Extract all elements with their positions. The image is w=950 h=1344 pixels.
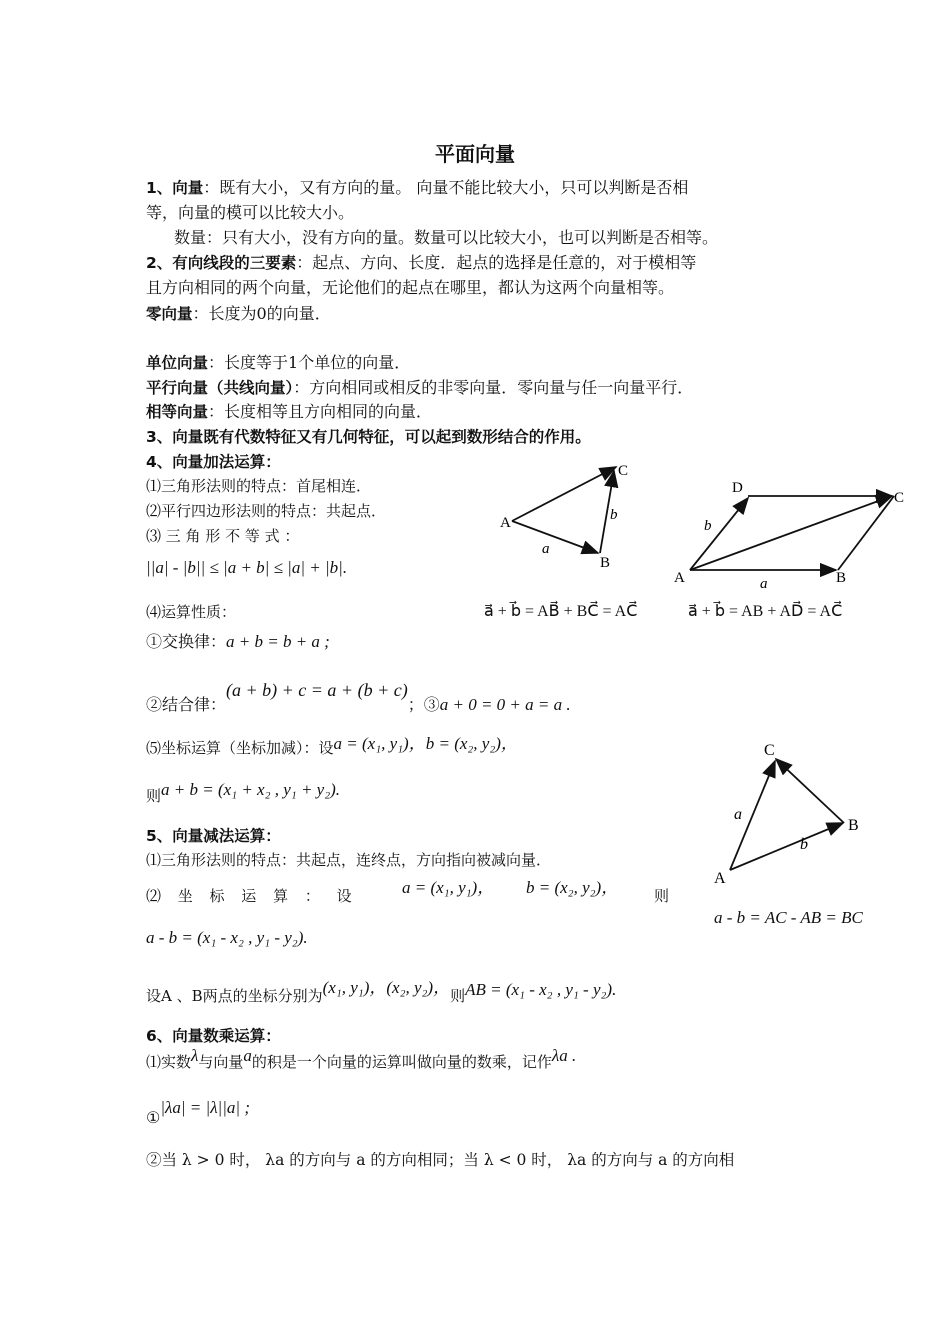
scalar-rule-1 — [146, 1098, 250, 1130]
parallelogram-rule-figure — [670, 478, 920, 588]
section-6-item-1 — [146, 1046, 577, 1074]
vector-a-label: a — [734, 806, 742, 823]
section-4-item-2: ⑵平行四边形法则的特点：共起点． — [146, 502, 387, 520]
coordinate-sum-then: 则 — [146, 787, 162, 805]
point-c-label: C — [894, 490, 905, 506]
section-4-item-4: ⑷运算性质： — [146, 603, 237, 621]
section-3-heading: 3、向量既有代数特征又有几何特征，可以起到数形结合的作用。 — [146, 428, 591, 446]
section-5-item-1: ⑴三角形法则的特点：共起点，连终点，方向指向被减向量． — [146, 851, 552, 869]
scalar-text-2: 与向量 — [198, 1053, 244, 1071]
point-a-label: A — [714, 870, 726, 887]
vector-a-label: a — [542, 541, 550, 557]
coordinate-sum-formula: a + b = (x₁ + x₂ , y₁ + y₂). — [161, 780, 341, 799]
zero-vector-text: ：长度为0的向量． — [192, 304, 331, 323]
section-1-text-1: ：既有大小，又有方向的量。 向量不能比较大小，只可以判断是否相 — [203, 178, 689, 197]
section-1-heading: 1、向量 — [146, 179, 204, 197]
points-ab-line — [146, 978, 617, 1008]
vector-a-label: a — [760, 576, 768, 588]
point-d-label: D — [732, 480, 743, 496]
vector-bc-arrow — [776, 759, 844, 823]
zero-law-formula: a + 0 = 0 + a = a . — [439, 695, 571, 714]
difference-formula: a - b = (x₁ - x₂ , y₁ - y₂). — [146, 928, 308, 947]
point-a-label: A — [500, 515, 511, 531]
parallel-vector-line — [146, 376, 693, 400]
coordinate-add-label: ⑸坐标运算（坐标加减）：设 — [146, 739, 334, 757]
scalar-rule-2: ②当 λ > 0 时， λa 的方向与 a 的方向相同；当 λ < 0 时， λa 的方向与 a 的方向相 — [146, 1151, 735, 1169]
equal-vector-line — [146, 400, 432, 424]
section-5-vector-a: a = (x₁, y₁)， — [402, 878, 495, 897]
vector-a-symbol: a — [243, 1046, 252, 1065]
lambda-symbol: λ — [191, 1046, 199, 1065]
page-title: 平面向量 — [435, 142, 515, 166]
parallel-vector-heading: 平行向量（共线向量） — [146, 379, 294, 397]
section-5-item-2 — [146, 878, 670, 908]
zero-law-label: ；③ — [407, 695, 440, 714]
vector-b-label: b — [610, 507, 618, 523]
section-4-item-3: ⑶ 三 角 形 不 等 式 ： — [146, 527, 300, 545]
associative-law-formula: (a + b) + c = a + (b + c) — [226, 680, 408, 700]
coordinate-add-line — [146, 736, 518, 760]
section-2-line-1 — [146, 251, 696, 275]
point-a-label: A — [674, 570, 685, 586]
scalar-text-1: ⑴实数 — [146, 1053, 192, 1071]
triangle-rule-equation: a⃗ + b⃗ = AB⃗ + BC⃗ = AC⃗ — [484, 603, 638, 620]
section-2-text-1: ：起点、方向、长度．起点的选择是任意的，对于模相等 — [296, 253, 697, 272]
scalar-rule-1-label: ① — [146, 1108, 161, 1127]
associative-law-label: ②结合律： — [146, 695, 227, 714]
scalar-rule-1-formula: |λa| = |λ||a| ; — [160, 1098, 250, 1117]
points-ab-then: 则 — [450, 987, 466, 1005]
commutative-law-formula: a + b = b + a ; — [226, 632, 330, 651]
subtraction-figure — [700, 735, 880, 895]
point-c-label: C — [764, 742, 775, 759]
zero-vector-heading: 零向量 — [146, 305, 193, 323]
section-4-item-1: ⑴三角形法则的特点：首尾相连． — [146, 477, 372, 495]
point-b-label: B — [848, 817, 859, 834]
section-2-heading: 2、有向线段的三要素 — [146, 254, 297, 272]
section-5-then: 则 — [654, 887, 670, 905]
section-5-heading: 5、向量减法运算： — [146, 827, 281, 845]
point-c-label: C — [618, 463, 629, 479]
unit-vector-line — [146, 351, 410, 375]
vector-ab-arrow — [512, 521, 598, 553]
vector-b-label: b — [800, 836, 808, 853]
triangle-rule-figure — [490, 455, 650, 575]
subtraction-figure-equation: a - b = AC - AB = BC — [714, 908, 863, 927]
points-ab-result: AB = (x₁ - x₂ , y₁ - y₂). — [465, 980, 617, 999]
commutative-law-label: ①交换律： — [146, 632, 227, 651]
parallel-vector-text: ：方向相同或相反的非零向量．零向量与任一向量平行． — [293, 378, 694, 397]
section-1-line-1 — [146, 176, 688, 200]
scalar-text-3: 的积是一个向量的运算叫做向量的数乘，记作 — [251, 1053, 552, 1071]
commutative-law-line — [146, 630, 330, 654]
unit-vector-text: ：长度等于1个单位的向量． — [208, 353, 411, 372]
segment-bc — [838, 496, 894, 570]
section-6-heading: 6、向量数乘运算： — [146, 1027, 281, 1045]
points-ab-label: 设A 、B两点的坐标分别为 — [146, 987, 323, 1005]
coordinate-add-vectors: a = (x₁, y₁)，b = (x₂, y₂)， — [333, 734, 518, 753]
point-b-label: B — [836, 570, 847, 586]
vector-ac-arrow — [512, 467, 616, 521]
parallelogram-rule-equation: a⃗ + b⃗ = AB + AD⃗ = AC⃗ — [688, 603, 843, 620]
section-1-line-3: 数量：只有大小，没有方向的量。数量可以比较大小，也可以判断是否相等。 — [174, 228, 719, 247]
section-5-item-2-label: ⑵ 坐 标 运 算 ： 设 — [146, 887, 358, 905]
section-4-heading: 4、向量加法运算： — [146, 453, 281, 471]
points-ab-coords: (x₁, y₁)，(x₂, y₂)， — [322, 978, 451, 997]
associative-law-line — [146, 680, 571, 717]
lambda-a-symbol: λa . — [551, 1046, 577, 1065]
vector-b-label: b — [704, 518, 712, 534]
coordinate-sum-line — [146, 780, 341, 808]
zero-vector-line — [146, 302, 331, 326]
equal-vector-text: ：长度相等且方向相同的向量． — [208, 402, 433, 421]
section-1-line-2: 等，向量的模可以比较大小。 — [146, 203, 355, 222]
section-2-line-2: 且方向相同的两个向量，无论他们的起点在哪里，都认为这两个向量相等。 — [146, 278, 675, 297]
equal-vector-heading: 相等向量 — [146, 403, 209, 421]
unit-vector-heading: 单位向量 — [146, 354, 209, 372]
triangle-inequality: ||a| - |b|| ≤ |a + b| ≤ |a| + |b|. — [146, 558, 348, 577]
section-5-vector-b: b = (x₂, y₂)， — [526, 878, 619, 897]
point-b-label: B — [600, 555, 611, 571]
